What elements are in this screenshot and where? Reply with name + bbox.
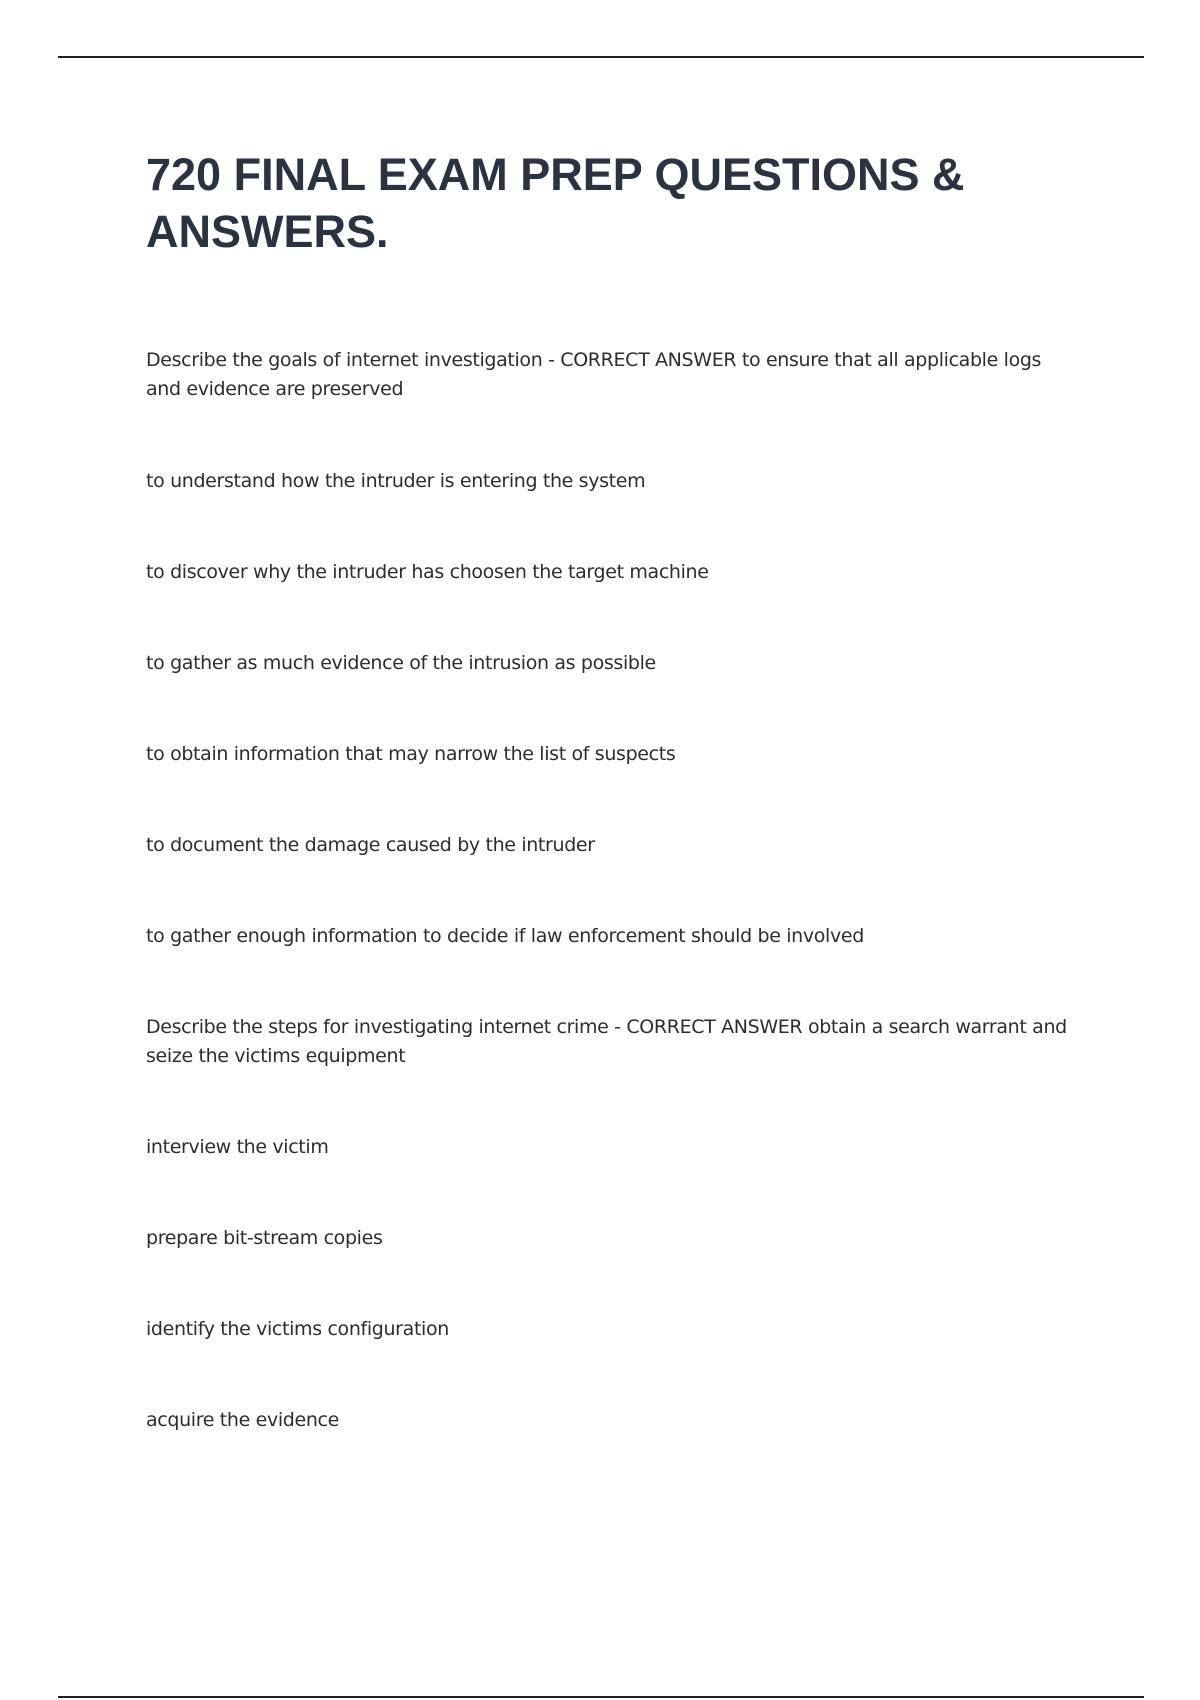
paragraph: to document the damage caused by the intruder [146,834,595,856]
paragraph: prepare bit-stream copies [146,1227,383,1249]
paragraph: to understand how the intruder is entering the system [146,470,646,492]
top-divider [58,56,1144,58]
paragraph-steps-question: Describe the steps for investigating internet crime - CORRECT ANSWER obtain a search warrant and seize the victims equipment [146,1016,1067,1067]
paragraph: to gather as much evidence of the intrusion as possible [146,652,656,674]
paragraph: acquire the evidence [146,1409,339,1431]
paragraph-goals-question: Describe the goals of internet investigation - CORRECT ANSWER to ensure that all applicable logs and evidence are preserved [146,349,1042,400]
paragraph: to obtain information that may narrow the list of suspects [146,743,676,765]
paragraph: to discover why the intruder has choosen the target machine [146,561,709,583]
paragraph: interview the victim [146,1136,329,1158]
document-title: 720 FINAL EXAM PREP QUESTIONS & ANSWERS. [146,149,965,257]
paragraph: to gather enough information to decide if law enforcement should be involved [146,925,864,947]
bottom-divider [58,1696,1144,1698]
paragraph: identify the victims configuration [146,1318,449,1340]
